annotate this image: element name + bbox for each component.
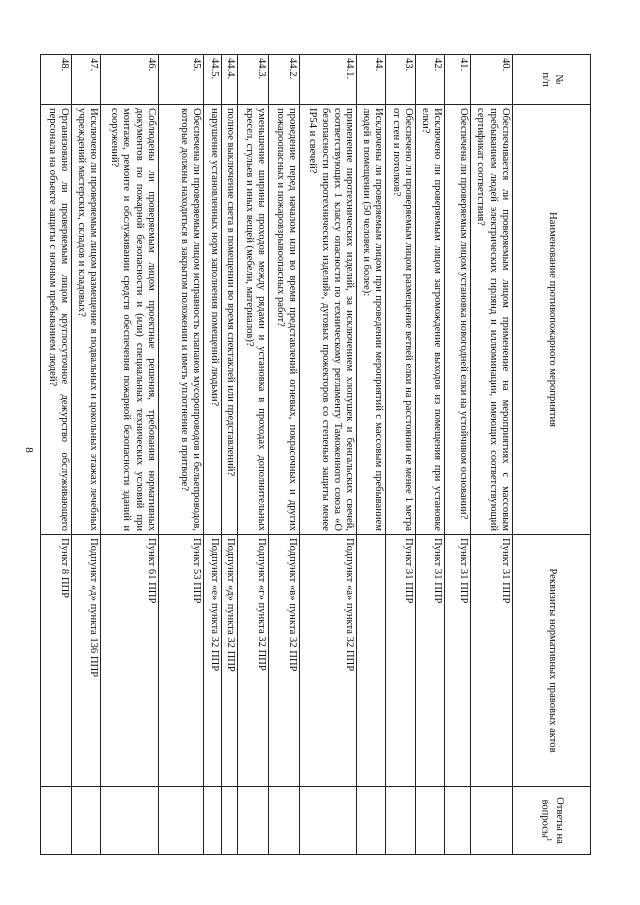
- header-legal-reference: Реквизиты нормативных правовых актов: [513, 535, 591, 787]
- row-answer-cell: [415, 787, 444, 855]
- row-measure-name: Исключены ли проверяемым лицом при проведении мероприятий с массовым пребыванием людей в помещении (50 человек и более):: [357, 105, 386, 535]
- row-legal-reference: Подпункт «в» пункта 32 ППР: [269, 535, 300, 787]
- row-legal-reference: Подпункт «г» пункта 32 ППР: [238, 535, 269, 787]
- table-row: [238, 55, 269, 855]
- table-row: [386, 55, 416, 855]
- row-answer-cell: [204, 787, 222, 855]
- row-measure-name: Исключено ли проверяемым лицом размещение в подвальных и цокольных этажах лечебных учреждений мастерских, складов и кладовых?: [72, 105, 101, 535]
- header-answers-label: Ответы на вопросы: [539, 797, 566, 844]
- row-answer-cell: [357, 787, 386, 855]
- row-number: 45.: [158, 55, 203, 105]
- row-legal-reference: Пункт 31 ППР: [386, 535, 416, 787]
- header-number-line1: №: [552, 74, 564, 85]
- row-legal-reference: Пункт 31 ППР: [470, 535, 512, 787]
- row-number: 47.: [72, 55, 101, 105]
- row-measure-name: Исключено ли проверяемым лицом загромождение выходов из помещения при установке елки?: [415, 105, 444, 535]
- row-legal-reference: [357, 535, 386, 787]
- table-row: [357, 55, 386, 855]
- row-legal-reference: Пункт 61 ППР: [101, 535, 159, 787]
- row-measure-name: нарушение установленных норм заполнения помещений людьми?: [204, 105, 222, 535]
- table-row: [101, 55, 159, 855]
- row-measure-name: применение пиротехнических изделий, за исключением хлопушек и бенгальских свечей, соответствующих 1 классу опасности по техническому регламенту Таможенного союза «О безопасности пиротехнических изделий», дуговых прожекторов со степенью защиты менее IP54 и свечей?: [300, 105, 357, 535]
- row-answer-cell: [72, 787, 101, 855]
- row-number: 44.2.: [269, 55, 300, 105]
- row-number: 43.: [386, 55, 416, 105]
- row-measure-name: уменьшение ширины проходов между рядами и установка в проходах дополнительных кресел, стульев и иных вещей (мебели, материалов)?: [238, 105, 269, 535]
- table-row: [470, 55, 512, 855]
- header-number: [513, 55, 591, 105]
- table-row: [158, 55, 203, 855]
- row-legal-reference: Пункт 8 ППР: [41, 535, 72, 787]
- table-row: [41, 55, 72, 855]
- table-row: [72, 55, 101, 855]
- row-measure-name: проведение перед началом или во время представлений огневых, покрасочных и других пожароопасных и пожаровзрывоопасных работ?: [269, 105, 300, 535]
- row-measure-name: Обеспечивается ли проверяемым лицом применение на мероприятиях с массовым пребыванием людей электрических гирлянд и иллюминации, имеющих соответствующий сертификат соответствия?: [470, 105, 512, 535]
- row-legal-reference: Пункт 53 ППР: [158, 535, 203, 787]
- row-measure-name: Организовано ли проверяемым лицом круглосуточное дежурство обслуживающего персонала на объекте защиты с ночным пребыванием людей?: [41, 105, 72, 535]
- row-legal-reference: Подпункт «а» пункта 32 ППР: [300, 535, 357, 787]
- row-measure-name: Соблюдены ли проверяемым лицом проектные решения, требования нормативных документов по пожарной безопасности и (или) специальных технических условий при монтаже, ремонте и обслуживании средств обеспечения пожарной безопасности зданий и сооружений?: [101, 105, 159, 535]
- row-measure-name: Обеспечена ли проверяемым лицом исправность клапанов мусоропроводов и бельепроводов, которые должны находиться в закрытом положении и иметь уплотнение в притворе?: [158, 105, 203, 535]
- row-answer-cell: [221, 787, 238, 855]
- row-answer-cell: [41, 787, 72, 855]
- row-answer-cell: [269, 787, 300, 855]
- row-answer-cell: [386, 787, 416, 855]
- row-legal-reference: Подпункт «е» пункта 32 ППР: [204, 535, 222, 787]
- row-measure-name: Обеспечена ли проверяемым лицом установка новогодней елки на устойчивом основании?: [444, 105, 470, 535]
- row-number: 40.: [470, 55, 512, 105]
- table-row: [415, 55, 444, 855]
- table-row: [204, 55, 222, 855]
- row-answer-cell: [444, 787, 470, 855]
- row-measure-name: полное выключение света в помещении во время спектаклей или представлений?: [221, 105, 238, 535]
- row-measure-name: Обеспечено ли проверяемым лицом размещение ветвей елки на расстоянии не менее 1 метра от стен и потолков?: [386, 105, 416, 535]
- row-legal-reference: Пункт 31 ППР: [444, 535, 470, 787]
- row-number: 44.1.: [300, 55, 357, 105]
- header-answers-footnote: 1: [544, 838, 553, 842]
- row-legal-reference: Подпункт «д» пункта 32 ППР: [221, 535, 238, 787]
- row-number: 44.5.: [204, 55, 222, 105]
- row-number: 46.: [101, 55, 159, 105]
- row-number: 44.3.: [238, 55, 269, 105]
- table-row: [444, 55, 470, 855]
- row-answer-cell: [238, 787, 269, 855]
- page-number: 8: [22, 447, 35, 453]
- header-measure-name: Наименование противопожарного мероприятия: [513, 105, 591, 535]
- row-answer-cell: [470, 787, 512, 855]
- table-row: [300, 55, 357, 855]
- row-number: 42.: [415, 55, 444, 105]
- row-legal-reference: Пункт 31 ППР: [415, 535, 444, 787]
- row-number: 48.: [41, 55, 72, 105]
- rotated-checklist-table: [40, 54, 591, 854]
- row-number: 44.4.: [221, 55, 238, 105]
- row-number: 44.: [357, 55, 386, 105]
- table-header-row: [513, 55, 591, 855]
- header-number-line2: п/п: [540, 72, 552, 87]
- checklist-table: [40, 54, 591, 855]
- table-body: [41, 55, 513, 855]
- header-answers: [513, 787, 591, 855]
- row-number: 41.: [444, 55, 470, 105]
- table-row: [221, 55, 238, 855]
- row-legal-reference: Подпункт «д» пункта 136 ППР: [72, 535, 101, 787]
- row-answer-cell: [158, 787, 203, 855]
- table-row: [269, 55, 300, 855]
- row-answer-cell: [101, 787, 159, 855]
- row-answer-cell: [300, 787, 357, 855]
